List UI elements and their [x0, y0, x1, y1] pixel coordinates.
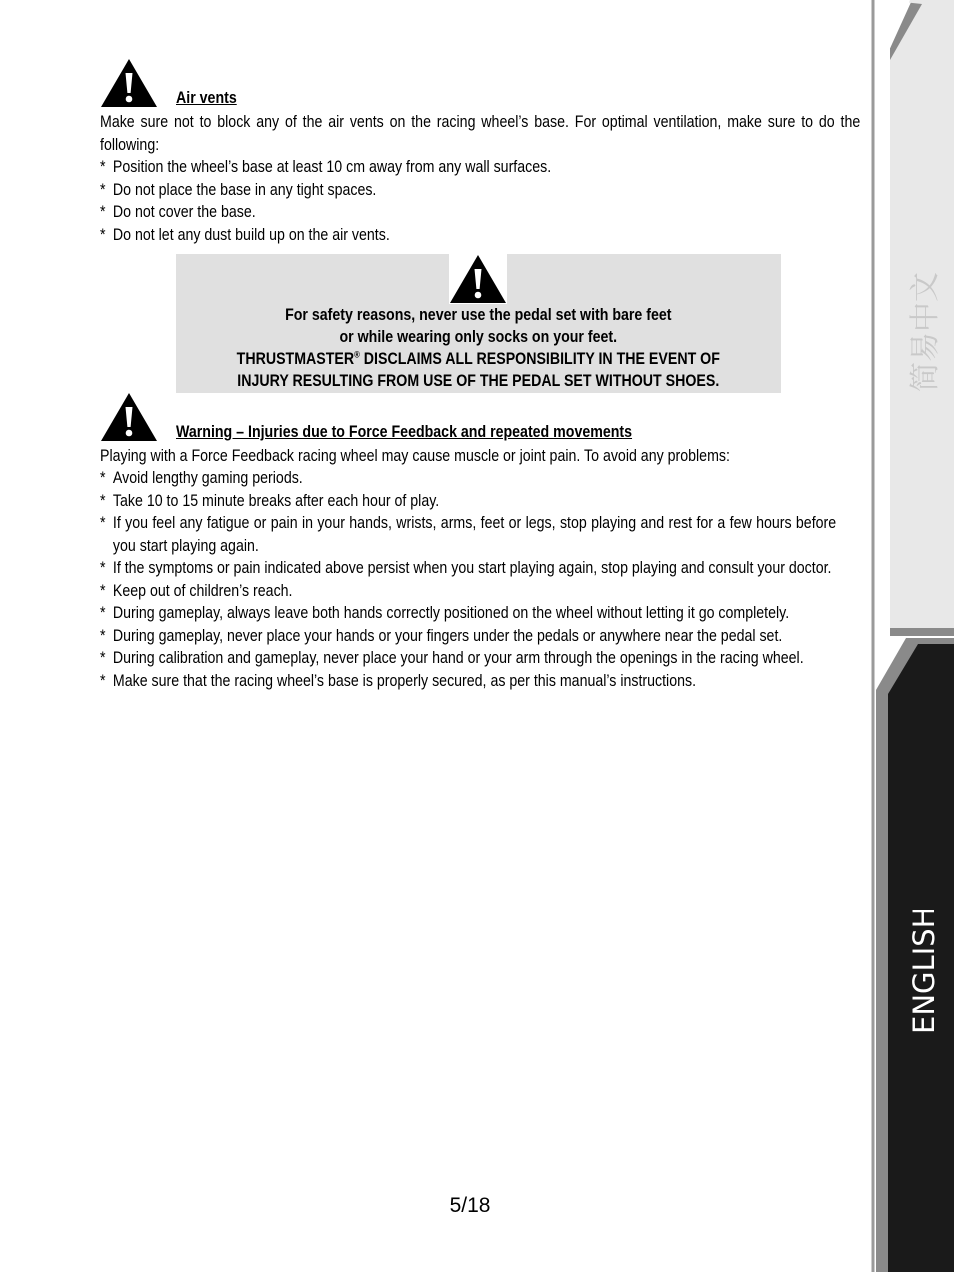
safety-notice-box: [176, 254, 781, 393]
side-language-tabs: [862, 0, 954, 1272]
tab-english-label: ENGLISH: [907, 910, 941, 1034]
tab-chinese-label: 简易中文: [908, 272, 943, 392]
registered-mark: ®: [354, 349, 360, 360]
warning-triangle-icon: [100, 392, 158, 442]
tab-chinese-label-svg: [901, 260, 945, 400]
safety-icon-wrap: [449, 254, 507, 304]
tab-english-label-svg: [898, 910, 948, 1040]
air-vents-heading: [100, 58, 954, 108]
list-item: * If the symptoms or pain indicated above persist when you start playing again, stop playing and consult your doctor.: [100, 557, 836, 580]
list-item: * Keep out of children’s reach.: [100, 580, 836, 603]
safety-line-3: [176, 348, 781, 370]
list-item: * Do not cover the base.: [100, 201, 860, 224]
tab-simplified-chinese[interactable]: [901, 260, 945, 400]
list-item: * If you feel any fatigue or pain in your hands, wrists, arms, feet or legs, stop playing and rest for a few hours before you start playing again.: [100, 512, 836, 557]
list-item: * Take 10 to 15 minute breaks after each hour of play.: [100, 490, 836, 513]
safety-line-2: or while wearing only socks on your feet.: [339, 328, 618, 346]
list-item: * During gameplay, always leave both hands correctly positioned on the wheel without letting it go completely.: [100, 602, 836, 625]
safety-line-4: INJURY RESULTING FROM USE OF THE PEDAL SET WITHOUT SHOES.: [237, 372, 720, 390]
list-item: * During calibration and gameplay, never place your hand or your arm through the openings in the racing wheel.: [100, 647, 836, 670]
air-vents-list: [100, 156, 860, 246]
list-item: * Do not let any dust build up on the air vents.: [100, 224, 860, 247]
safety-line-3-rest: DISCLAIMS ALL RESPONSIBILITY IN THE EVENT OF: [359, 350, 720, 368]
list-item: * Make sure that the racing wheel’s base is properly secured, as per this manual’s instructions.: [100, 670, 836, 693]
ffb-warning-heading: [100, 392, 954, 442]
ffb-warning-title: Warning – Injuries due to Force Feedback and repeated movements: [176, 423, 633, 441]
list-item: * Do not place the base in any tight spaces.: [100, 179, 860, 202]
ffb-warning-intro: Playing with a Force Feedback racing wheel may cause muscle or joint pain. To avoid any problems:: [100, 447, 730, 465]
list-item: * During gameplay, never place your hands or your fingers under the pedals or anywhere near the pedal set.: [100, 625, 836, 648]
safety-notice-text: [176, 304, 781, 392]
warning-triangle-icon: [449, 254, 507, 304]
brand-name: THRUSTMASTER: [236, 350, 355, 368]
ffb-warning-list: [100, 467, 836, 692]
list-item: * Position the wheel’s base at least 10 cm away from any wall surfaces.: [100, 156, 860, 179]
tab-english[interactable]: [898, 910, 948, 1040]
page-number: 5/18: [449, 1194, 491, 1217]
warning-triangle-icon: [100, 58, 158, 108]
safety-line-1: For safety reasons, never use the pedal set with bare feet: [285, 306, 672, 324]
list-item: * Avoid lengthy gaming periods.: [100, 467, 836, 490]
air-vents-intro: Make sure not to block any of the air vents on the racing wheel’s base. For optimal ventilation, make sure to do the following:: [100, 113, 861, 154]
air-vents-title: Air vents: [176, 89, 237, 107]
